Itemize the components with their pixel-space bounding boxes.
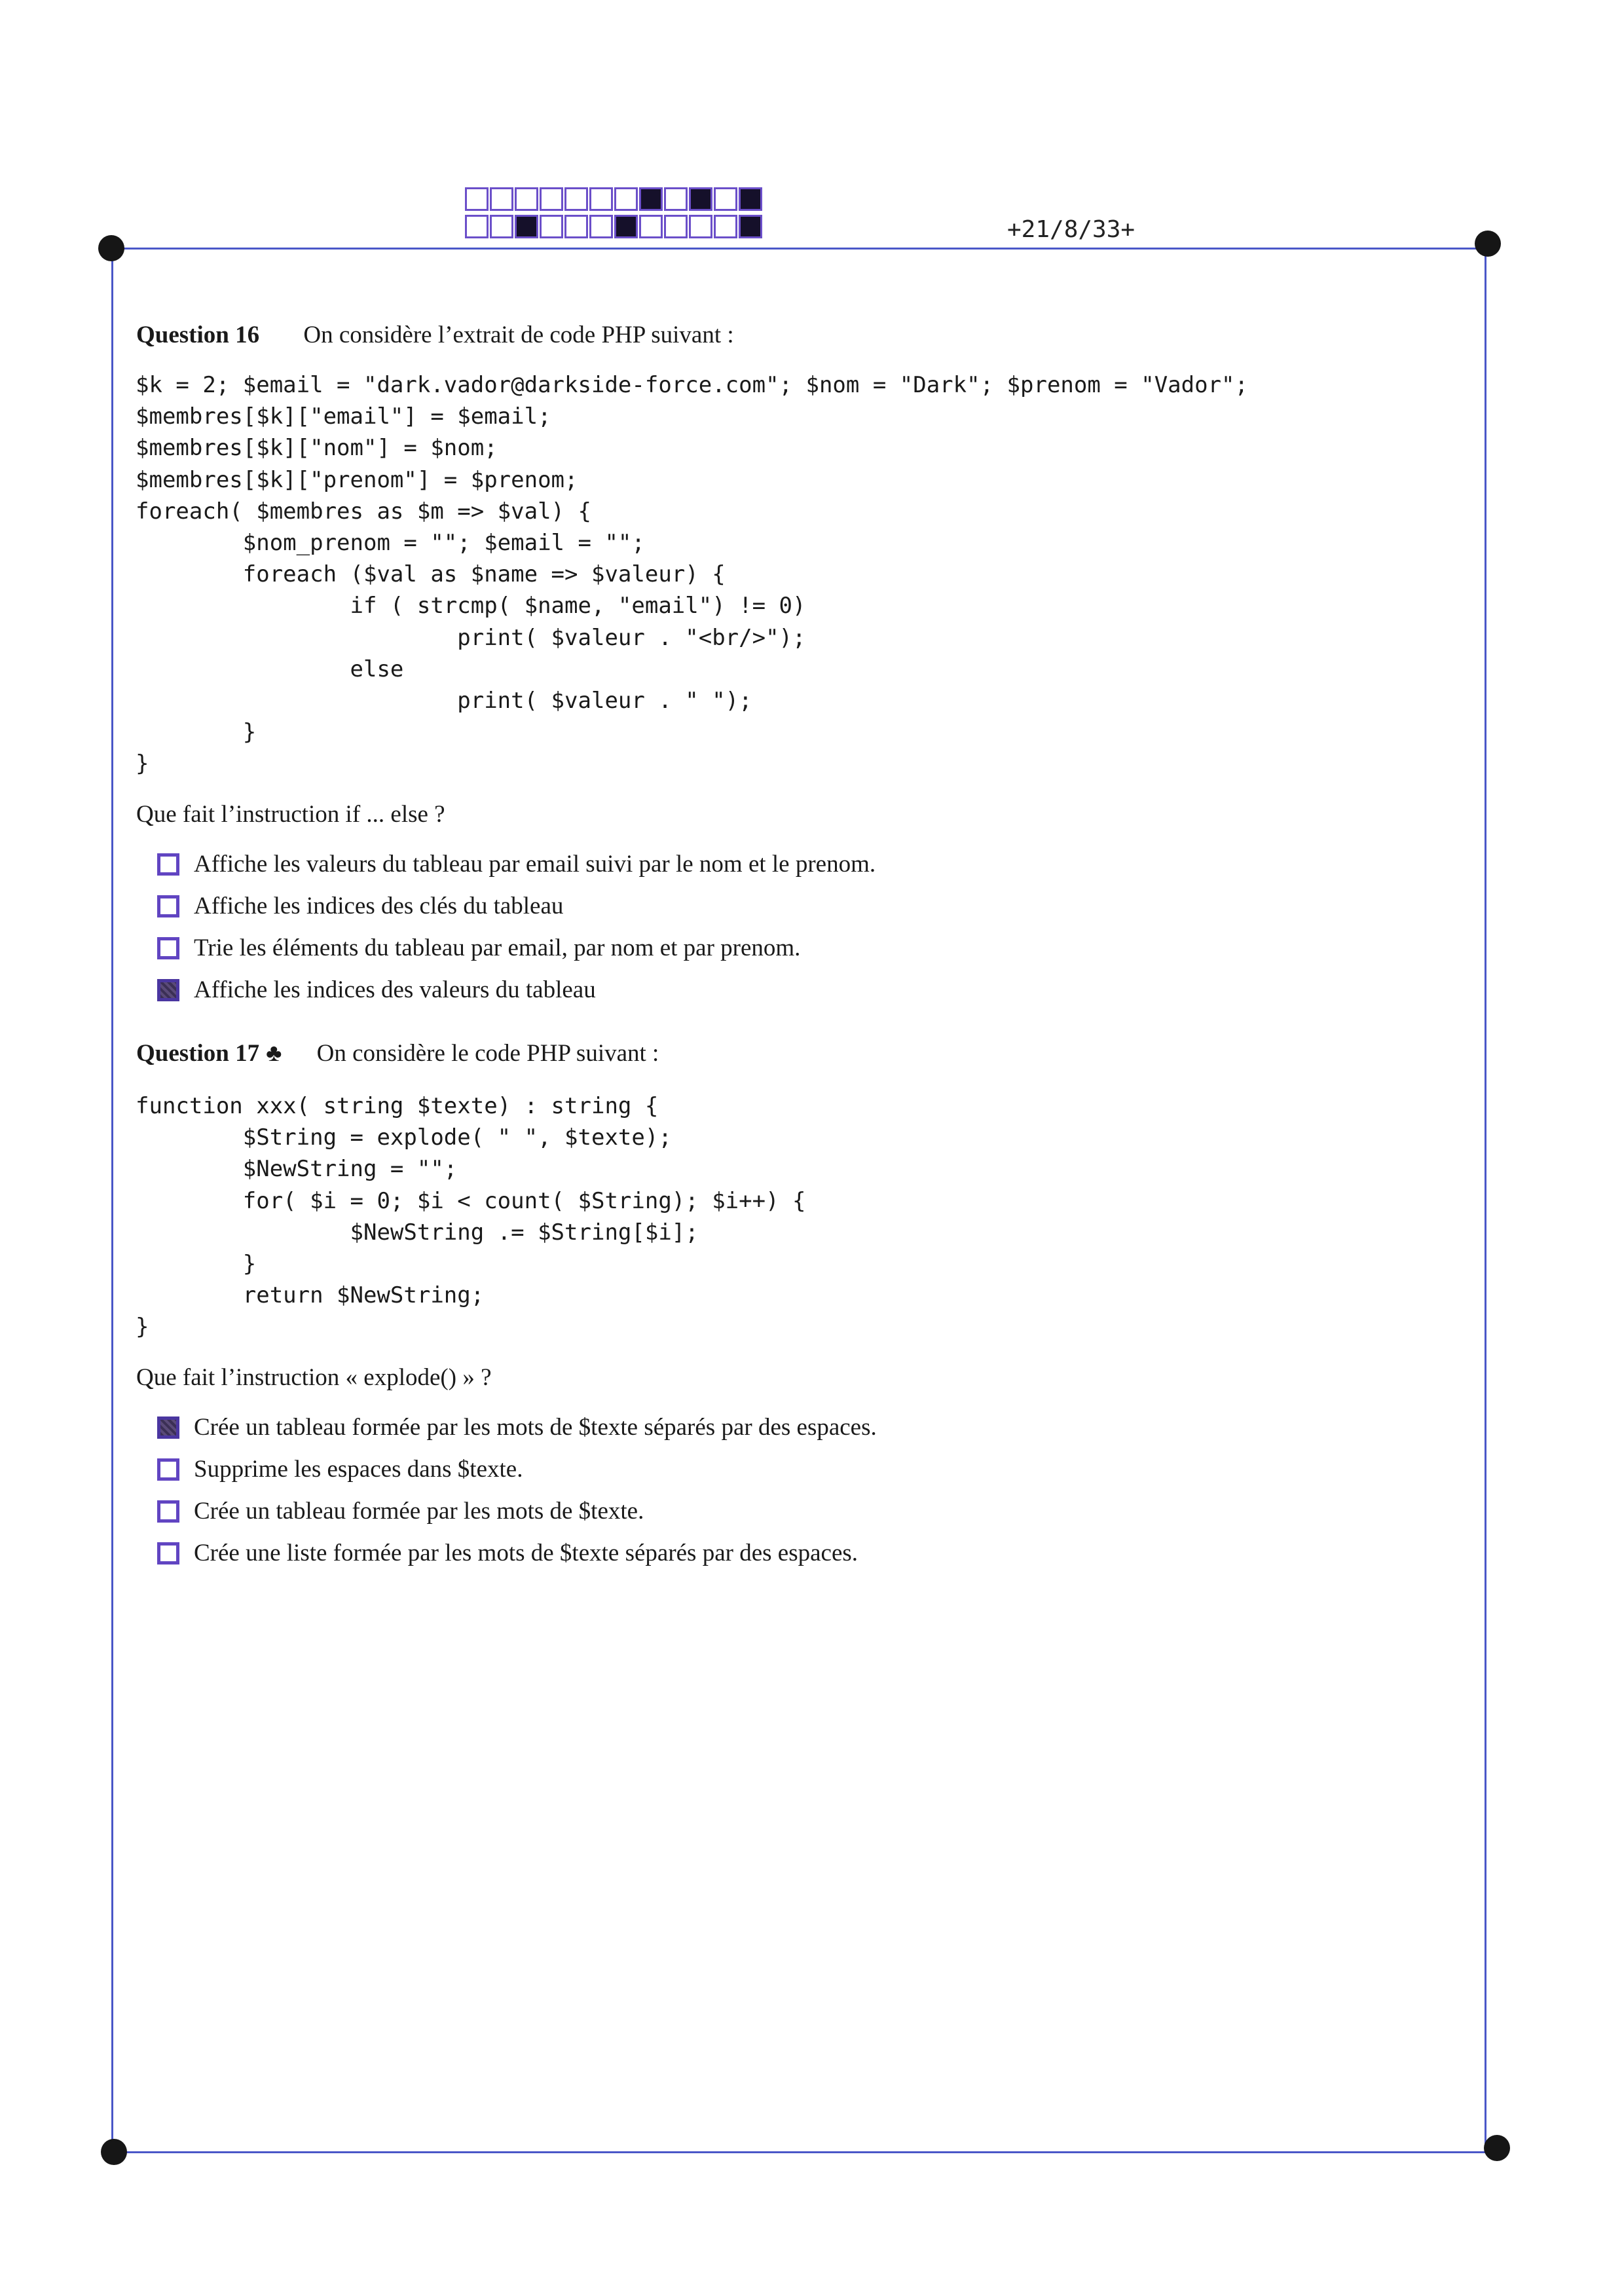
answer-label: Affiche les indices des valeurs du tableau [194, 976, 596, 1003]
answer-label: Crée un tableau formée par les mots de $texte. [194, 1498, 644, 1525]
answer-option[interactable] [157, 934, 800, 962]
question-prompt: Que fait l’instruction if ... else ? [136, 801, 445, 828]
frame-right-line [1485, 248, 1486, 2148]
answer-label: Crée un tableau formée par les mots de $texte séparés par des espaces. [194, 1414, 877, 1441]
answer-checkbox[interactable] [157, 1500, 179, 1523]
id-grid-cell [540, 187, 563, 211]
id-grid-cell [739, 215, 762, 238]
corner-dot-top-left [98, 235, 124, 261]
id-grid-cell [465, 187, 489, 211]
question-text: On considère le code PHP suivant : [316, 1040, 659, 1067]
id-grid-row [465, 215, 764, 238]
answer-checkbox[interactable] [157, 1458, 179, 1481]
frame-top-line [111, 248, 1486, 250]
answer-option[interactable] [157, 1497, 644, 1525]
corner-dot-bottom-left [101, 2139, 127, 2165]
answer-option[interactable] [157, 976, 596, 1004]
id-grid-cell [714, 187, 737, 211]
answer-checkbox[interactable] [157, 853, 179, 876]
id-grid-cell [689, 215, 712, 238]
id-grid-cell [465, 215, 489, 238]
id-grid-cell [714, 215, 737, 238]
question-label: Question 16 [136, 322, 260, 348]
id-grid-cell [689, 187, 712, 211]
code-block: function xxx( string $texte) : string { $String = explode( " ", $texte); $NewString = ""; for( $i = 0; $i < count( $String); $i++) { $NewString .= $String[$i]; } return $NewString; } [136, 1093, 806, 1341]
id-grid-cell [589, 187, 613, 211]
code-block: $k = 2; $email = "dark.vador@darkside-force.com"; $nom = "Dark"; $prenom = "Vador"; $membres[$k]["email"] = $email; $membres[$k]["nom"] = $nom; $membres[$k]["prenom"] = $prenom; foreach( $membres as $m => $val) { $nom_prenom = ""; $email = ""; foreach ($val as $name => $valeur) { if ( strcmp( $name, "email") != 0) print( $valeur . "<br/>"); else print( $valeur . " "); } } [136, 372, 1248, 777]
id-grid-cell [515, 215, 538, 238]
page-code: +21/8/33+ [1007, 216, 1135, 243]
answer-checkbox[interactable] [157, 937, 179, 959]
frame-bottom-line [115, 2151, 1498, 2153]
answer-label: Supprime les espaces dans $texte. [194, 1456, 523, 1483]
student-id-grid [465, 187, 764, 242]
id-grid-cell [614, 187, 638, 211]
corner-dot-bottom-right [1484, 2135, 1510, 2161]
answer-label: Trie les éléments du tableau par email, par nom et par prenom. [194, 935, 801, 961]
id-grid-cell [664, 187, 688, 211]
answer-checkbox[interactable] [157, 1416, 179, 1439]
answer-checkbox[interactable] [157, 979, 179, 1001]
id-grid-cell [639, 215, 663, 238]
club-icon: ♣ [266, 1040, 282, 1067]
answer-option[interactable] [157, 850, 876, 878]
id-grid-cell [639, 187, 663, 211]
question-text: On considère l’extrait de code PHP suivant : [303, 322, 734, 348]
answer-option[interactable] [157, 892, 563, 920]
id-grid-cell [664, 215, 688, 238]
question-16-header [136, 321, 734, 349]
id-grid-cell [490, 187, 513, 211]
id-grid-cell [564, 187, 588, 211]
answer-label: Affiche les indices des clés du tableau [194, 893, 564, 919]
id-grid-cell [515, 187, 538, 211]
id-grid-cell [739, 187, 762, 211]
id-grid-cell [540, 215, 563, 238]
id-grid-row [465, 187, 764, 211]
id-grid-cell [490, 215, 513, 238]
id-grid-cell [614, 215, 638, 238]
answer-checkbox[interactable] [157, 1542, 179, 1565]
question-prompt: Que fait l’instruction « explode() » ? [136, 1364, 492, 1391]
frame-left-line [111, 248, 113, 2157]
question-label-text: Question 17 [136, 1040, 260, 1067]
question-17-header [136, 1039, 659, 1067]
answer-option[interactable] [157, 1413, 877, 1441]
corner-dot-top-right [1475, 231, 1501, 257]
answer-label: Affiche les valeurs du tableau par email suivi par le nom et le prenom. [194, 851, 876, 878]
answer-label: Crée une liste formée par les mots de $texte séparés par des espaces. [194, 1540, 858, 1566]
question-label [136, 1039, 282, 1067]
id-grid-cell [589, 215, 613, 238]
id-grid-cell [564, 215, 588, 238]
answer-checkbox[interactable] [157, 895, 179, 917]
answer-option[interactable] [157, 1539, 858, 1567]
answer-option[interactable] [157, 1455, 523, 1483]
